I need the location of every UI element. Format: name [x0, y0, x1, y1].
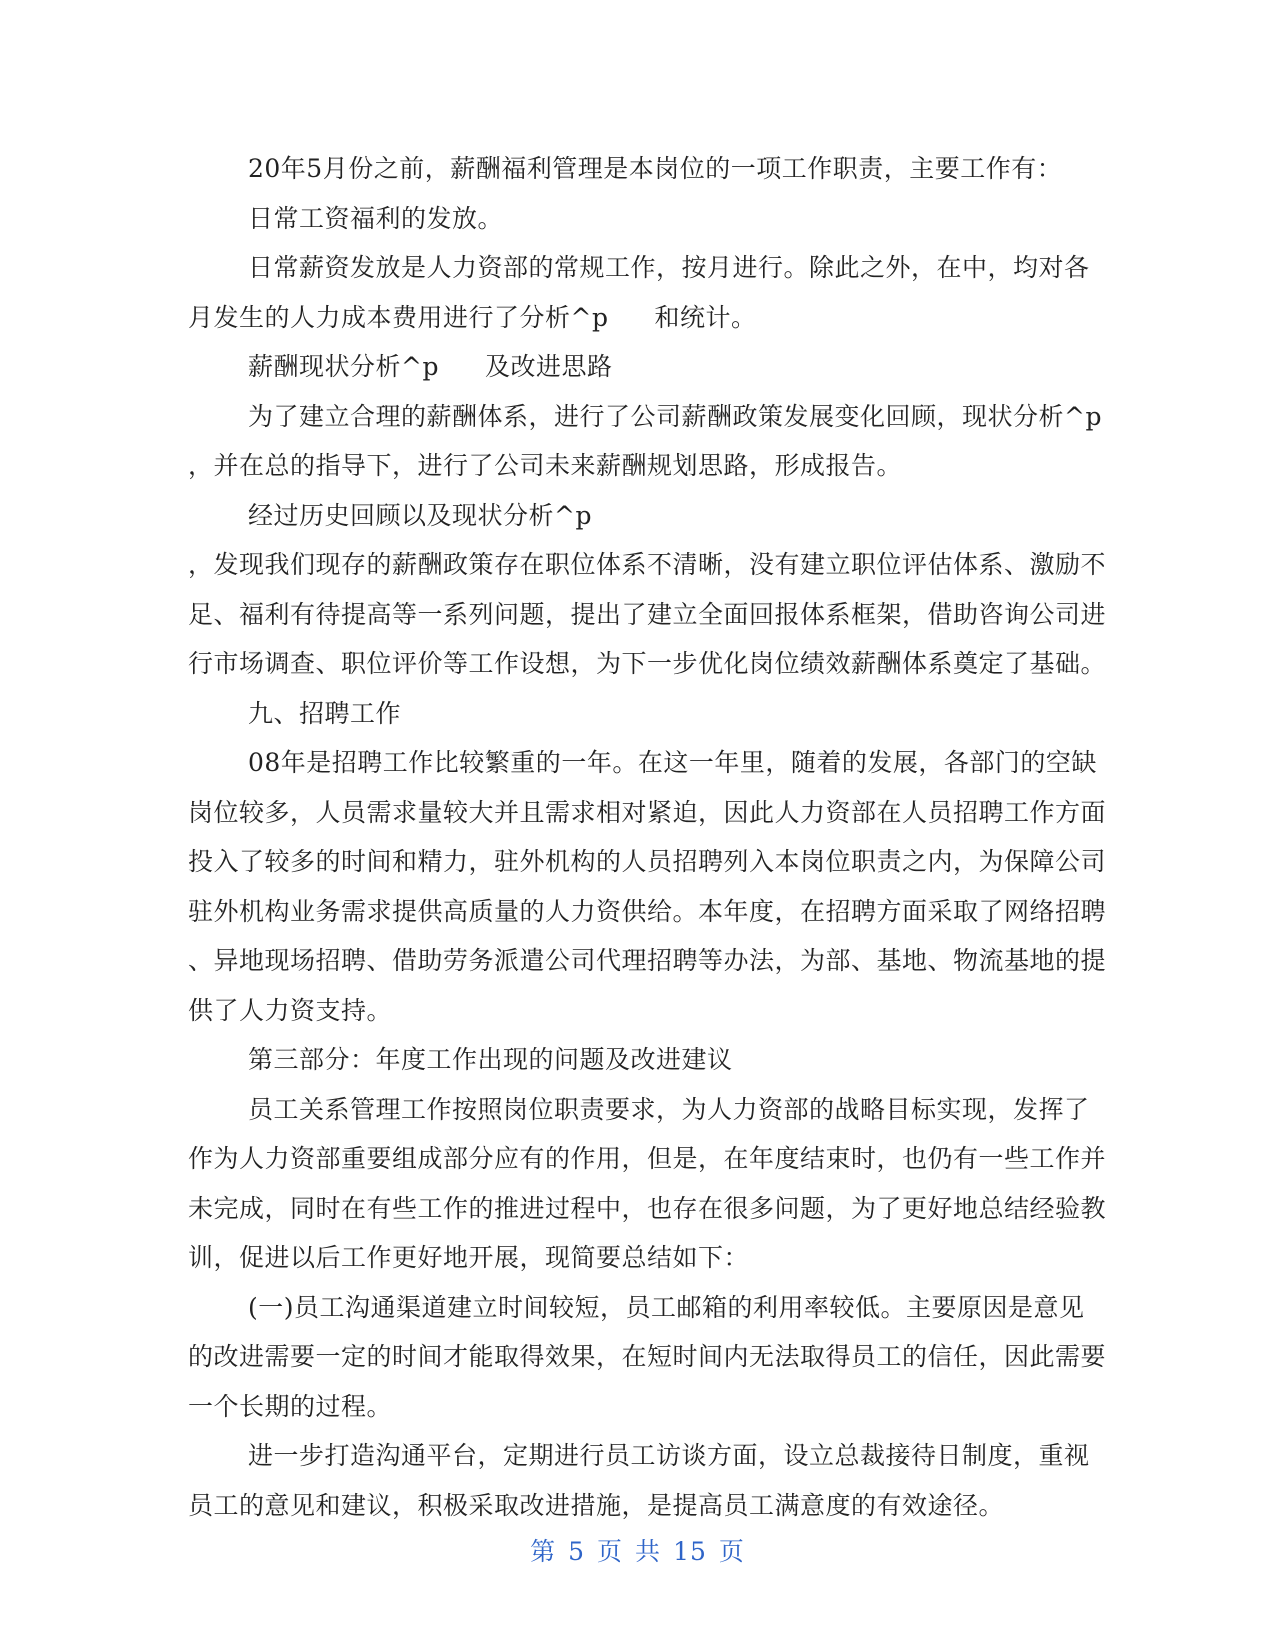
paragraph-communication-channel — [188, 1283, 1107, 1432]
text-line: 第三部分：年度工作出现的问题及改进建议 — [248, 1045, 733, 1074]
text-line: 行市场调查、职位评价等工作设想，为下一步优化岗位绩效薪酬体系奠定了基础。 — [188, 649, 1107, 678]
paragraph-communication-platform — [188, 1431, 1090, 1530]
text-line: 08年是招聘工作比较繁重的一年。在这一年里，随着的发展，各部门的空缺 — [248, 748, 1097, 777]
text-line: 进一步打造沟通平台，定期进行员工访谈方面，设立总裁接待日制度，重视 — [248, 1441, 1090, 1470]
section-heading-recruitment — [188, 689, 1084, 739]
paragraph-daily-payroll-heading — [188, 194, 1084, 244]
paragraph-employee-relations — [188, 1085, 1107, 1283]
text-line: 员工的意见和建议，积极采取改进措施，是提高员工满意度的有效途径。 — [188, 1490, 1005, 1520]
total-page-count: 15 — [673, 1537, 707, 1566]
paragraph-salary-intro — [188, 144, 1084, 194]
text-line: 供了人力资支持。 — [188, 995, 393, 1025]
text-line: 一个长期的过程。 — [188, 1391, 393, 1421]
text-line: 、异地现场招聘、借助劳务派遣公司代理招聘等办法，为部、基地、物流基地的提 — [188, 946, 1107, 975]
paragraph-recruitment — [188, 738, 1107, 1035]
text-fragment: 薪酬现状分析^p — [248, 352, 439, 381]
text-line: ，发现我们现存的薪酬政策存在职位体系不清晰，没有建立职位评估体系、激励不 — [188, 550, 1107, 579]
paragraph-salary-analysis-heading — [188, 342, 1084, 392]
footer-total-label: 共 — [635, 1537, 662, 1566]
text-line: 日常工资福利的发放。 — [248, 203, 504, 233]
text-line: 作为人力资部重要组成部分应有的作用，但是，在年度结束时，也仍有一些工作并 — [188, 1144, 1107, 1173]
text-line: 投入了较多的时间和精力，驻外机构的人员招聘列入本岗位职责之内，为保障公司 — [188, 847, 1107, 876]
text-line: 岗位较多，人员需求量较大并且需求相对紧迫，因此人力资部在人员招聘工作方面 — [188, 797, 1107, 827]
footer-suffix: 页 — [718, 1537, 745, 1566]
text-fragment: 月发生的人力成本费用进行了分析^p — [188, 302, 609, 332]
footer-prefix: 第 — [530, 1537, 557, 1566]
text-line: 驻外机构业务需求提供高质量的人力资供给。本年度，在招聘方面采取了网络招聘 — [188, 896, 1107, 926]
document-body — [188, 144, 1107, 1530]
footer-page-label: 页 — [597, 1537, 624, 1566]
text-line: 九、招聘工作 — [248, 698, 402, 728]
paragraph-salary-system — [188, 392, 1102, 491]
paragraph-daily-payroll — [188, 243, 1090, 342]
section-heading-part-three — [188, 1035, 1084, 1085]
text-line: ，并在总的指导下，进行了公司未来薪酬规划思路，形成报告。 — [188, 451, 903, 480]
text-line: 足、福利有待提高等一系列问题，提出了建立全面回报体系框架，借助咨询公司进 — [188, 599, 1107, 629]
text-line — [188, 293, 1084, 343]
text-fragment: 及改进思路 — [484, 352, 613, 381]
text-line: 为了建立合理的薪酬体系，进行了公司薪酬政策发展变化回顾，现状分析^p — [248, 401, 1102, 431]
text-line: 未完成，同时在有些工作的推进过程中，也存在很多问题，为了更好地总结经验教 — [188, 1193, 1107, 1223]
current-page-number: 5 — [568, 1537, 586, 1566]
text-line — [188, 342, 1084, 392]
text-line: 经过历史回顾以及现状分析^p — [248, 500, 592, 530]
page-number-footer — [0, 1532, 1275, 1568]
text-line: 训，促进以后工作更好地开展，现简要总结如下： — [188, 1243, 750, 1272]
text-line: 20年5月份之前，薪酬福利管理是本岗位的一项工作职责，主要工作有： — [248, 154, 1063, 183]
text-line: 日常薪资发放是人力资部的常规工作，按月进行。除此之外，在中，均对各 — [248, 253, 1090, 282]
text-fragment: 和统计。 — [654, 302, 757, 332]
text-line: 员工关系管理工作按照岗位职责要求，为人力资部的战略目标实现，发挥了 — [248, 1094, 1090, 1124]
text-line: (一)员工沟通渠道建立时间较短，员工邮箱的利用率较低。主要原因是意见 — [248, 1292, 1085, 1322]
text-line: 的改进需要一定的时间才能取得效果，在短时间内无法取得员工的信任，因此需要 — [188, 1342, 1107, 1371]
paragraph-history-review — [188, 491, 1107, 689]
